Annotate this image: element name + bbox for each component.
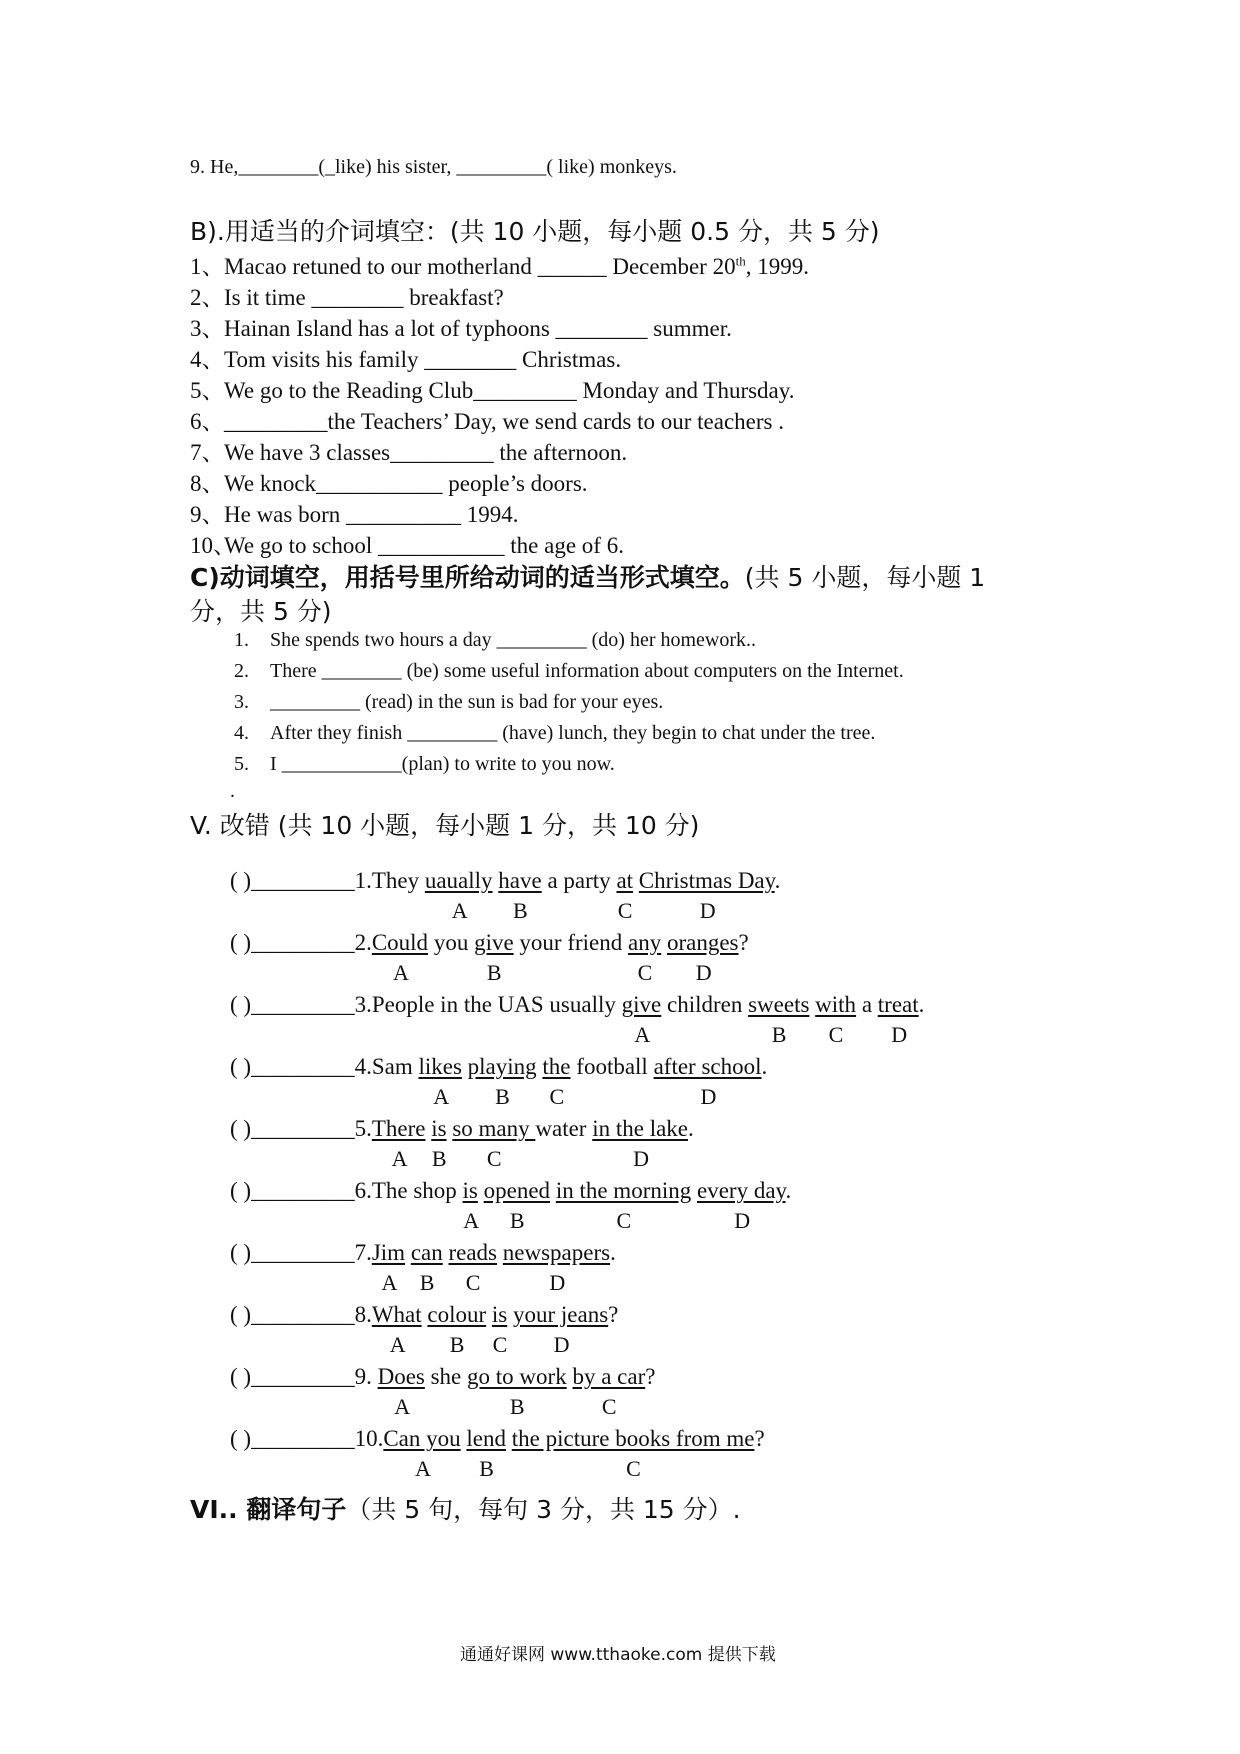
section-b-item-8: 8、We knock___________ people’s doors.	[190, 471, 588, 496]
option-label: C	[549, 1084, 565, 1109]
footer-credit: 通通好课网 www.tthaoke.com 提供下载	[460, 1645, 776, 1665]
underlined-option: opened	[483, 1178, 551, 1203]
option-label: A	[451, 898, 468, 923]
answer-blank[interactable]: ( )_________	[230, 1240, 355, 1265]
answer-blank[interactable]: ( )_________	[230, 992, 355, 1017]
error-sentence	[355, 1426, 765, 1451]
section-b-item-4: 4、Tom visits his family ________ Christmas.	[190, 347, 622, 372]
error-sentence	[355, 868, 781, 893]
underlined-option: in the lake	[592, 1116, 688, 1141]
error-item-10	[230, 1426, 765, 1452]
section-b-item-2: 2、Is it time ________ breakfast?	[190, 285, 504, 310]
option-label: A	[414, 1456, 431, 1481]
underlined-option: any	[628, 930, 662, 955]
error-sentence	[355, 1116, 694, 1141]
sentence-text: 5.	[354, 1116, 372, 1141]
sentence-text: ?	[754, 1426, 765, 1451]
sentence-text: ?	[608, 1302, 619, 1327]
option-label: D	[700, 1084, 717, 1109]
section-vi-header: VI.. 翻译句子（共 5 句，每句 3 分，共 15 分）.	[190, 1495, 741, 1524]
option-label: B	[449, 1332, 465, 1357]
section-b-item-1: 1、Macao retuned to our motherland ______ December 20th, 1999.	[190, 253, 809, 279]
sentence-text: 8.	[354, 1302, 372, 1327]
underlined-option: Does	[377, 1364, 425, 1389]
option-label: A	[389, 1332, 406, 1357]
underlined-option: There	[371, 1116, 426, 1141]
error-item-8	[230, 1302, 618, 1328]
option-label: D	[695, 960, 712, 985]
sentence-text: 2.	[354, 930, 372, 955]
section-c-item-2: 2. There ________ (be) some useful information about computers on the Internet.	[234, 660, 904, 682]
underlined-option: at	[616, 868, 634, 893]
option-label: B	[479, 1456, 494, 1481]
error-sentence	[355, 930, 749, 955]
underlined-option: is	[431, 1116, 447, 1141]
question-9-previous: 9. He,________(_like) his sister, _________( like) monkeys.	[190, 156, 677, 178]
underlined-option: Jim	[371, 1240, 406, 1265]
error-sentence	[355, 1302, 619, 1327]
underlined-option: Can you	[383, 1426, 461, 1451]
sentence-text: 7.	[354, 1240, 372, 1265]
option-label: B	[509, 1394, 525, 1419]
underlined-option: every day	[697, 1178, 786, 1203]
error-sentence	[355, 1240, 616, 1265]
error-item-1	[230, 868, 780, 894]
answer-blank[interactable]: ( )_________	[230, 1054, 355, 1079]
sentence-text: a party	[541, 868, 617, 893]
underlined-option: the picture books from me	[511, 1426, 755, 1451]
option-label: C	[601, 1394, 617, 1419]
answer-blank[interactable]: ( )_________	[230, 1302, 355, 1327]
underlined-option: have	[498, 868, 542, 893]
error-item-2	[230, 930, 749, 956]
error-item-9	[230, 1364, 655, 1390]
option-label: A	[634, 1022, 651, 1047]
stray-dot: .	[230, 780, 235, 802]
option-label: B	[509, 1208, 525, 1233]
underlined-option: playing	[467, 1054, 537, 1079]
option-label: C	[465, 1270, 481, 1295]
sentence-text: .	[918, 992, 925, 1017]
underlined-option: newspapers	[502, 1240, 611, 1265]
answer-blank[interactable]: ( )_________	[230, 1426, 355, 1451]
option-label: A	[463, 1208, 480, 1233]
option-label: B	[431, 1146, 447, 1171]
underlined-option: give	[621, 992, 662, 1017]
section-c-item-5: 5. I ____________(plan) to write to you now.	[234, 753, 615, 775]
sentence-text: 10.	[354, 1426, 384, 1451]
sentence-text: .	[610, 1240, 616, 1265]
answer-blank[interactable]: ( )_________	[230, 1364, 355, 1389]
underlined-option: go to work	[467, 1364, 567, 1389]
option-label: D	[553, 1332, 570, 1357]
error-item-3	[230, 992, 924, 1018]
section-b-item-10: 10、We go to school ___________ the age of 6.	[190, 533, 624, 558]
underlined-option: can	[410, 1240, 443, 1265]
sentence-text: 4.Sam	[354, 1054, 419, 1079]
option-label: B	[486, 960, 502, 985]
underlined-option: Christmas Day	[638, 868, 775, 893]
option-label: A	[392, 960, 409, 985]
underlined-option: sweets	[748, 992, 810, 1017]
option-label: A	[391, 1146, 408, 1171]
option-label: B	[771, 1022, 787, 1047]
sentence-text: children	[661, 992, 749, 1017]
option-label: D	[891, 1022, 908, 1047]
sentence-text: 1.They	[354, 868, 425, 893]
answer-blank[interactable]: ( )_________	[230, 868, 355, 893]
underlined-option: What	[371, 1302, 422, 1327]
section-b-item-3: 3、Hainan Island has a lot of typhoons ________ summer.	[190, 316, 732, 341]
sentence-text: .	[785, 1178, 792, 1203]
option-label: C	[616, 1208, 632, 1233]
error-sentence	[355, 1364, 656, 1389]
section-c-item-1: 1. She spends two hours a day _________ (do) her homework..	[234, 629, 757, 651]
sentence-text: 9.	[354, 1364, 378, 1389]
section-c-item-4: 4. After they finish _________ (have) lunch, they begin to chat under the tree.	[234, 722, 876, 744]
option-label: B	[419, 1270, 435, 1295]
option-label: C	[637, 960, 653, 985]
sentence-text: 3.People in the UAS usually	[354, 992, 622, 1017]
section-b-header: B).用适当的介词填空：(共 10 小题，每小题 0.5 分，共 5 分)	[190, 217, 880, 246]
answer-blank[interactable]: ( )_________	[230, 1116, 355, 1141]
sentence-text: you	[428, 930, 475, 955]
option-label: D	[549, 1270, 566, 1295]
sentence-text: water	[535, 1116, 593, 1141]
sentence-text: .	[774, 868, 781, 893]
section-c-header-line2: 分，共 5 分)	[190, 597, 332, 626]
answer-blank[interactable]: ( )_________	[230, 930, 355, 955]
sentence-text: she	[424, 1364, 468, 1389]
underlined-option: give	[474, 930, 514, 955]
sentence-text: ?	[645, 1364, 656, 1389]
error-item-4	[230, 1054, 767, 1080]
sentence-text: .	[688, 1116, 694, 1141]
option-label: B	[513, 898, 528, 923]
option-label: D	[699, 898, 716, 923]
underlined-option: reads	[448, 1240, 498, 1265]
underlined-option: in the morning	[555, 1178, 692, 1203]
option-label: C	[828, 1022, 844, 1047]
sentence-text: 6.The shop	[354, 1178, 463, 1203]
sentence-text: a	[856, 992, 878, 1017]
option-label: B	[495, 1084, 510, 1109]
section-b-item-6: 6、_________the Teachers’ Day, we send cards to our teachers .	[190, 409, 784, 434]
underlined-option: by a car	[572, 1364, 646, 1389]
underlined-option: is	[491, 1302, 508, 1327]
error-item-7	[230, 1240, 616, 1266]
option-label: D	[633, 1146, 649, 1171]
underlined-option: likes	[418, 1054, 462, 1079]
option-label: C	[617, 898, 633, 923]
underlined-option: oranges	[666, 930, 739, 955]
sentence-text: ?	[738, 930, 749, 955]
error-sentence	[355, 1178, 792, 1203]
error-item-5	[230, 1116, 694, 1142]
underlined-option: Could	[371, 930, 429, 955]
underlined-option: so many	[452, 1116, 536, 1141]
option-label: A	[433, 1084, 450, 1109]
section-c-item-3: 3. _________ (read) in the sun is bad for your eyes.	[234, 691, 664, 713]
sentence-text: .	[761, 1054, 768, 1079]
section-c-header: C)动词填空，用括号里所给动词的适当形式填空。(共 5 小题，每小题 1	[190, 563, 986, 592]
underlined-option: with	[815, 992, 857, 1017]
underlined-option: your jeans	[513, 1302, 609, 1327]
section-b-item-7: 7、We have 3 classes_________ the afternoon.	[190, 440, 628, 465]
error-sentence	[355, 1054, 768, 1079]
answer-blank[interactable]: ( )_________	[230, 1178, 355, 1203]
option-label: C	[492, 1332, 508, 1357]
sentence-text: football	[570, 1054, 654, 1079]
underlined-option: colour	[427, 1302, 487, 1327]
underlined-option: treat	[877, 992, 919, 1017]
option-label: C	[626, 1456, 641, 1481]
section-b-item-5: 5、We go to the Reading Club_________ Monday and Thursday.	[190, 378, 795, 403]
error-item-6	[230, 1178, 791, 1204]
option-label: A	[394, 1394, 411, 1419]
error-sentence	[355, 992, 925, 1017]
option-label: A	[381, 1270, 398, 1295]
underlined-option: lend	[466, 1426, 506, 1451]
underlined-option: is	[462, 1178, 478, 1203]
underlined-option: the	[542, 1054, 571, 1079]
underlined-option: uaually	[424, 868, 493, 893]
sentence-text: your friend	[513, 930, 628, 955]
section-v-header: V. 改错 (共 10 小题，每小题 1 分，共 10 分)	[190, 811, 700, 840]
option-label: C	[486, 1146, 502, 1171]
option-label: D	[734, 1208, 751, 1233]
underlined-option: after school	[653, 1054, 762, 1079]
section-b-item-9: 9、He was born __________ 1994.	[190, 502, 519, 527]
